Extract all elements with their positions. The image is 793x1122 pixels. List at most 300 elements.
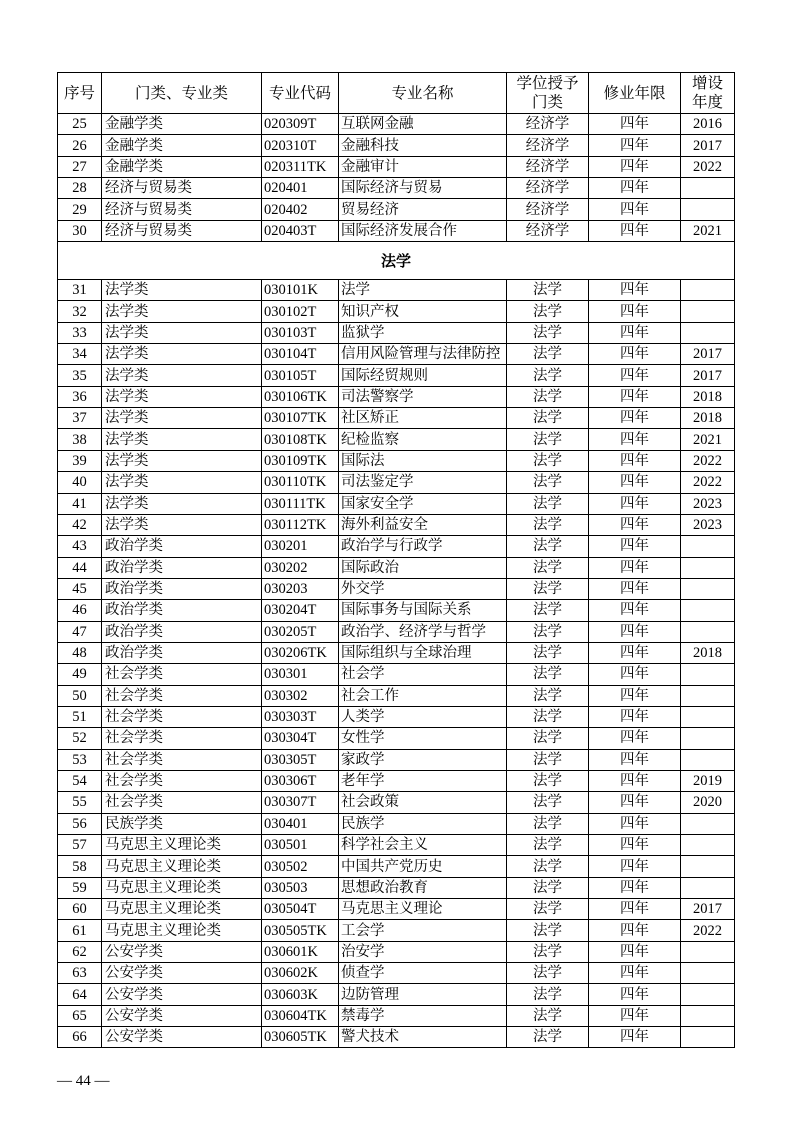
cell-year-added: 2016 (681, 114, 735, 135)
cell-year-added: 2022 (681, 472, 735, 493)
cell-duration: 四年 (589, 344, 681, 365)
cell-degree: 法学 (507, 643, 589, 664)
cell-year-added (681, 835, 735, 856)
cell-duration: 四年 (589, 622, 681, 643)
cell-serial-number: 43 (58, 536, 102, 557)
cell-major-name: 社区矫正 (339, 408, 507, 429)
table-row (58, 1027, 735, 1048)
cell-duration: 四年 (589, 536, 681, 557)
cell-code: 030105T (262, 365, 339, 386)
cell-year-added (681, 1027, 735, 1048)
cell-year-added: 2021 (681, 221, 735, 242)
cell-serial-number: 26 (58, 135, 102, 156)
cell-category: 法学类 (102, 494, 262, 515)
cell-serial-number: 52 (58, 728, 102, 749)
table-row (58, 750, 735, 771)
cell-degree: 法学 (507, 494, 589, 515)
cell-duration: 四年 (589, 643, 681, 664)
cell-year-added (681, 878, 735, 899)
cell-year-added (681, 323, 735, 344)
cell-code: 030307T (262, 792, 339, 813)
cell-category: 公安学类 (102, 1027, 262, 1048)
cell-degree: 法学 (507, 792, 589, 813)
cell-duration: 四年 (589, 114, 681, 135)
table-row (58, 686, 735, 707)
cell-year-added (681, 942, 735, 963)
table-row (58, 301, 735, 322)
table-row (58, 387, 735, 408)
table-row (58, 515, 735, 536)
cell-serial-number: 33 (58, 323, 102, 344)
header-year-added: 增设 年度 (681, 73, 735, 114)
cell-serial-number: 25 (58, 114, 102, 135)
cell-major-name: 纪检监察 (339, 429, 507, 450)
cell-major-name: 治安学 (339, 942, 507, 963)
cell-serial-number: 50 (58, 686, 102, 707)
cell-serial-number: 41 (58, 494, 102, 515)
cell-degree: 法学 (507, 878, 589, 899)
cell-category: 法学类 (102, 301, 262, 322)
cell-serial-number: 37 (58, 408, 102, 429)
cell-category: 公安学类 (102, 942, 262, 963)
cell-degree: 法学 (507, 579, 589, 600)
cell-major-name: 国际经贸规则 (339, 365, 507, 386)
cell-serial-number: 36 (58, 387, 102, 408)
cell-category: 经济与贸易类 (102, 221, 262, 242)
cell-major-name: 社会政策 (339, 792, 507, 813)
cell-year-added: 2020 (681, 792, 735, 813)
cell-year-added: 2023 (681, 494, 735, 515)
cell-serial-number: 28 (58, 178, 102, 199)
section-heading: 法学 (58, 242, 735, 280)
table-row (58, 771, 735, 792)
cell-serial-number: 66 (58, 1027, 102, 1048)
cell-serial-number: 61 (58, 920, 102, 941)
cell-degree: 法学 (507, 707, 589, 728)
cell-degree: 法学 (507, 728, 589, 749)
cell-duration: 四年 (589, 835, 681, 856)
cell-serial-number: 49 (58, 664, 102, 685)
table-row (58, 856, 735, 877)
cell-category: 金融学类 (102, 114, 262, 135)
cell-degree: 经济学 (507, 114, 589, 135)
cell-duration: 四年 (589, 221, 681, 242)
cell-duration: 四年 (589, 579, 681, 600)
table-row (58, 323, 735, 344)
cell-code: 030504T (262, 899, 339, 920)
cell-major-name: 社会学 (339, 664, 507, 685)
cell-year-added (681, 536, 735, 557)
cell-year-added: 2022 (681, 157, 735, 178)
table-row (58, 1006, 735, 1027)
cell-code: 030602K (262, 963, 339, 984)
cell-duration: 四年 (589, 750, 681, 771)
cell-degree: 法学 (507, 963, 589, 984)
cell-serial-number: 44 (58, 558, 102, 579)
cell-category: 法学类 (102, 323, 262, 344)
cell-code: 030111TK (262, 494, 339, 515)
cell-code: 020311TK (262, 157, 339, 178)
cell-code: 020402 (262, 199, 339, 220)
cell-category: 经济与贸易类 (102, 199, 262, 220)
header-degree: 学位授予 门类 (507, 73, 589, 114)
table-row (58, 157, 735, 178)
cell-major-name: 政治学、经济学与哲学 (339, 622, 507, 643)
cell-year-added: 2021 (681, 429, 735, 450)
cell-major-name: 金融科技 (339, 135, 507, 156)
cell-serial-number: 65 (58, 1006, 102, 1027)
cell-year-added: 2017 (681, 135, 735, 156)
cell-major-name: 工会学 (339, 920, 507, 941)
cell-category: 法学类 (102, 451, 262, 472)
cell-category: 社会学类 (102, 728, 262, 749)
cell-major-name: 女性学 (339, 728, 507, 749)
cell-degree: 经济学 (507, 221, 589, 242)
table-row (58, 878, 735, 899)
cell-year-added (681, 963, 735, 984)
cell-degree: 经济学 (507, 178, 589, 199)
cell-year-added (681, 728, 735, 749)
cell-major-name: 社会工作 (339, 686, 507, 707)
table-row (58, 963, 735, 984)
cell-code: 030106TK (262, 387, 339, 408)
cell-duration: 四年 (589, 686, 681, 707)
cell-duration: 四年 (589, 1027, 681, 1048)
cell-code: 030204T (262, 600, 339, 621)
cell-code: 030503 (262, 878, 339, 899)
cell-serial-number: 64 (58, 984, 102, 1005)
table-row (58, 899, 735, 920)
cell-serial-number: 31 (58, 280, 102, 301)
cell-duration: 四年 (589, 472, 681, 493)
cell-category: 民族学类 (102, 814, 262, 835)
table-row (58, 221, 735, 242)
table-row (58, 600, 735, 621)
cell-degree: 法学 (507, 344, 589, 365)
cell-degree: 经济学 (507, 199, 589, 220)
cell-category: 法学类 (102, 408, 262, 429)
cell-serial-number: 45 (58, 579, 102, 600)
cell-category: 政治学类 (102, 622, 262, 643)
cell-year-added: 2022 (681, 451, 735, 472)
cell-degree: 法学 (507, 856, 589, 877)
cell-duration: 四年 (589, 600, 681, 621)
cell-degree: 法学 (507, 899, 589, 920)
table-row (58, 942, 735, 963)
cell-degree: 法学 (507, 536, 589, 557)
cell-duration: 四年 (589, 135, 681, 156)
cell-year-added (681, 707, 735, 728)
cell-code: 030109TK (262, 451, 339, 472)
cell-duration: 四年 (589, 451, 681, 472)
cell-serial-number: 29 (58, 199, 102, 220)
cell-major-name: 信用风险管理与法律防控 (339, 344, 507, 365)
cell-degree: 法学 (507, 387, 589, 408)
cell-code: 030601K (262, 942, 339, 963)
cell-code: 030301 (262, 664, 339, 685)
cell-degree: 法学 (507, 280, 589, 301)
cell-code: 030201 (262, 536, 339, 557)
cell-duration: 四年 (589, 494, 681, 515)
cell-duration: 四年 (589, 792, 681, 813)
cell-major-name: 政治学与行政学 (339, 536, 507, 557)
cell-code: 030303T (262, 707, 339, 728)
cell-year-added (681, 280, 735, 301)
cell-duration: 四年 (589, 323, 681, 344)
cell-degree: 法学 (507, 365, 589, 386)
cell-serial-number: 60 (58, 899, 102, 920)
cell-code: 030107TK (262, 408, 339, 429)
cell-code: 030505TK (262, 920, 339, 941)
cell-major-name: 外交学 (339, 579, 507, 600)
cell-serial-number: 55 (58, 792, 102, 813)
cell-degree: 法学 (507, 750, 589, 771)
cell-code: 030205T (262, 622, 339, 643)
table-row (58, 408, 735, 429)
cell-category: 社会学类 (102, 686, 262, 707)
cell-major-name: 互联网金融 (339, 114, 507, 135)
cell-serial-number: 56 (58, 814, 102, 835)
cell-code: 030302 (262, 686, 339, 707)
cell-major-name: 侦查学 (339, 963, 507, 984)
table-row (58, 429, 735, 450)
cell-major-name: 国际事务与国际关系 (339, 600, 507, 621)
cell-year-added (681, 984, 735, 1005)
cell-major-name: 禁毒学 (339, 1006, 507, 1027)
cell-duration: 四年 (589, 558, 681, 579)
header-code: 专业代码 (262, 73, 339, 114)
cell-year-added: 2017 (681, 365, 735, 386)
cell-year-added (681, 686, 735, 707)
cell-category: 政治学类 (102, 600, 262, 621)
cell-degree: 经济学 (507, 157, 589, 178)
cell-major-name: 警犬技术 (339, 1027, 507, 1048)
cell-duration: 四年 (589, 301, 681, 322)
cell-duration: 四年 (589, 408, 681, 429)
cell-duration: 四年 (589, 1006, 681, 1027)
cell-major-name: 海外利益安全 (339, 515, 507, 536)
cell-year-added (681, 814, 735, 835)
cell-major-name: 监狱学 (339, 323, 507, 344)
cell-category: 社会学类 (102, 750, 262, 771)
cell-major-name: 国际经济与贸易 (339, 178, 507, 199)
header-serial-number: 序号 (58, 73, 102, 114)
cell-major-name: 贸易经济 (339, 199, 507, 220)
cell-serial-number: 35 (58, 365, 102, 386)
cell-duration: 四年 (589, 856, 681, 877)
table-row (58, 814, 735, 835)
cell-serial-number: 27 (58, 157, 102, 178)
cell-duration: 四年 (589, 365, 681, 386)
cell-code: 030110TK (262, 472, 339, 493)
cell-category: 马克思主义理论类 (102, 899, 262, 920)
cell-duration: 四年 (589, 942, 681, 963)
cell-serial-number: 47 (58, 622, 102, 643)
cell-code: 030104T (262, 344, 339, 365)
cell-major-name: 法学 (339, 280, 507, 301)
cell-major-name: 人类学 (339, 707, 507, 728)
cell-year-added: 2018 (681, 643, 735, 664)
cell-major-name: 国际经济发展合作 (339, 221, 507, 242)
cell-serial-number: 40 (58, 472, 102, 493)
page-number: — 44 — (57, 1073, 110, 1089)
cell-code: 030605TK (262, 1027, 339, 1048)
table-row (58, 622, 735, 643)
cell-duration: 四年 (589, 878, 681, 899)
cell-serial-number: 42 (58, 515, 102, 536)
cell-category: 社会学类 (102, 771, 262, 792)
table-row (58, 579, 735, 600)
cell-code: 020309T (262, 114, 339, 135)
cell-duration: 四年 (589, 280, 681, 301)
majors-table (57, 72, 735, 1048)
cell-category: 马克思主义理论类 (102, 835, 262, 856)
table-row (58, 664, 735, 685)
cell-category: 社会学类 (102, 664, 262, 685)
cell-major-name: 知识产权 (339, 301, 507, 322)
cell-degree: 经济学 (507, 135, 589, 156)
cell-duration: 四年 (589, 963, 681, 984)
cell-degree: 法学 (507, 686, 589, 707)
cell-year-added (681, 301, 735, 322)
cell-duration: 四年 (589, 515, 681, 536)
cell-serial-number: 38 (58, 429, 102, 450)
cell-year-added (681, 178, 735, 199)
table-row (58, 280, 735, 301)
header-category: 门类、专业类 (102, 73, 262, 114)
cell-degree: 法学 (507, 408, 589, 429)
cell-code: 030101K (262, 280, 339, 301)
cell-category: 法学类 (102, 429, 262, 450)
cell-major-name: 国际组织与全球治理 (339, 643, 507, 664)
cell-duration: 四年 (589, 157, 681, 178)
cell-year-added (681, 579, 735, 600)
cell-category: 公安学类 (102, 984, 262, 1005)
cell-code: 030112TK (262, 515, 339, 536)
section-row (58, 242, 735, 280)
cell-code: 030604TK (262, 1006, 339, 1027)
cell-major-name: 金融审计 (339, 157, 507, 178)
cell-degree: 法学 (507, 323, 589, 344)
table-header-row (58, 73, 735, 114)
table-row (58, 835, 735, 856)
cell-code: 030102T (262, 301, 339, 322)
cell-major-name: 司法鉴定学 (339, 472, 507, 493)
cell-code: 030501 (262, 835, 339, 856)
table-row (58, 707, 735, 728)
cell-code: 030206TK (262, 643, 339, 664)
cell-serial-number: 30 (58, 221, 102, 242)
cell-serial-number: 62 (58, 942, 102, 963)
cell-code: 030305T (262, 750, 339, 771)
cell-serial-number: 57 (58, 835, 102, 856)
cell-duration: 四年 (589, 920, 681, 941)
cell-serial-number: 32 (58, 301, 102, 322)
cell-code: 030401 (262, 814, 339, 835)
cell-code: 020310T (262, 135, 339, 156)
cell-code: 030304T (262, 728, 339, 749)
cell-major-name: 国际政治 (339, 558, 507, 579)
cell-serial-number: 59 (58, 878, 102, 899)
cell-serial-number: 51 (58, 707, 102, 728)
cell-category: 法学类 (102, 515, 262, 536)
cell-serial-number: 53 (58, 750, 102, 771)
cell-duration: 四年 (589, 178, 681, 199)
cell-year-added: 2022 (681, 920, 735, 941)
table-row (58, 494, 735, 515)
cell-degree: 法学 (507, 814, 589, 835)
cell-code: 030108TK (262, 429, 339, 450)
table-row (58, 558, 735, 579)
cell-code: 030202 (262, 558, 339, 579)
cell-category: 政治学类 (102, 536, 262, 557)
table-row (58, 920, 735, 941)
table-row (58, 472, 735, 493)
table-row (58, 643, 735, 664)
table-row (58, 199, 735, 220)
cell-duration: 四年 (589, 899, 681, 920)
cell-category: 金融学类 (102, 157, 262, 178)
cell-category: 马克思主义理论类 (102, 920, 262, 941)
cell-serial-number: 48 (58, 643, 102, 664)
cell-category: 金融学类 (102, 135, 262, 156)
cell-category: 马克思主义理论类 (102, 878, 262, 899)
cell-category: 政治学类 (102, 579, 262, 600)
cell-category: 法学类 (102, 387, 262, 408)
cell-major-name: 科学社会主义 (339, 835, 507, 856)
table-row (58, 984, 735, 1005)
cell-duration: 四年 (589, 771, 681, 792)
cell-code: 020403T (262, 221, 339, 242)
cell-year-added: 2023 (681, 515, 735, 536)
cell-category: 经济与贸易类 (102, 178, 262, 199)
cell-duration: 四年 (589, 199, 681, 220)
cell-code: 030203 (262, 579, 339, 600)
cell-code: 030103T (262, 323, 339, 344)
cell-degree: 法学 (507, 301, 589, 322)
cell-serial-number: 54 (58, 771, 102, 792)
cell-degree: 法学 (507, 515, 589, 536)
cell-category: 社会学类 (102, 707, 262, 728)
cell-duration: 四年 (589, 429, 681, 450)
cell-duration: 四年 (589, 814, 681, 835)
cell-category: 公安学类 (102, 963, 262, 984)
cell-major-name: 马克思主义理论 (339, 899, 507, 920)
header-duration: 修业年限 (589, 73, 681, 114)
cell-degree: 法学 (507, 771, 589, 792)
cell-major-name: 国家安全学 (339, 494, 507, 515)
cell-duration: 四年 (589, 728, 681, 749)
cell-category: 法学类 (102, 280, 262, 301)
cell-duration: 四年 (589, 984, 681, 1005)
cell-category: 法学类 (102, 344, 262, 365)
cell-duration: 四年 (589, 387, 681, 408)
cell-duration: 四年 (589, 664, 681, 685)
cell-code: 020401 (262, 178, 339, 199)
cell-major-name: 家政学 (339, 750, 507, 771)
cell-degree: 法学 (507, 835, 589, 856)
header-major-name: 专业名称 (339, 73, 507, 114)
cell-major-name: 司法警察学 (339, 387, 507, 408)
cell-major-name: 老年学 (339, 771, 507, 792)
cell-degree: 法学 (507, 472, 589, 493)
cell-year-added (681, 600, 735, 621)
cell-degree: 法学 (507, 451, 589, 472)
cell-year-added (681, 856, 735, 877)
cell-category: 政治学类 (102, 558, 262, 579)
cell-duration: 四年 (589, 707, 681, 728)
cell-degree: 法学 (507, 600, 589, 621)
